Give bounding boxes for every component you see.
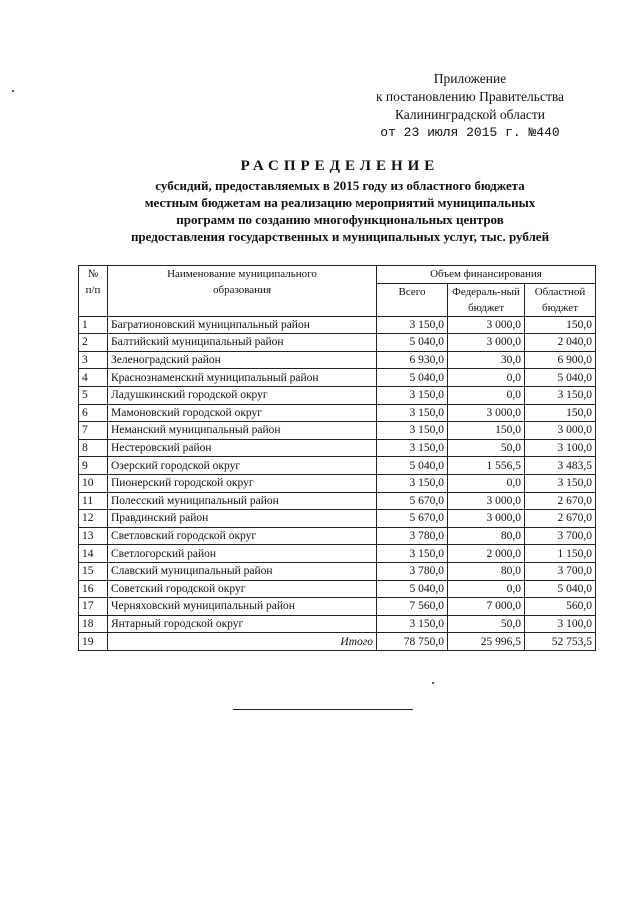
row-total: 3 150,0 — [377, 422, 448, 440]
row-federal: 0,0 — [448, 369, 525, 387]
row-regional: 6 900,0 — [525, 351, 596, 369]
row-total: 3 150,0 — [377, 404, 448, 422]
row-name: Ладушкинский городской округ — [108, 386, 377, 404]
total-row-federal: 25 996,5 — [448, 633, 525, 651]
total-row — [79, 633, 596, 651]
row-federal: 2 000,0 — [448, 545, 525, 563]
row-number: 13 — [79, 527, 108, 545]
total-row-number: 19 — [79, 633, 108, 651]
row-regional: 3 100,0 — [525, 615, 596, 633]
row-number: 15 — [79, 562, 108, 580]
row-total: 5 040,0 — [377, 334, 448, 352]
row-regional: 150,0 — [525, 316, 596, 334]
row-name: Озерский городской округ — [108, 457, 377, 475]
row-total: 3 150,0 — [377, 615, 448, 633]
row-regional: 2 670,0 — [525, 492, 596, 510]
row-total: 5 040,0 — [377, 580, 448, 598]
row-number: 17 — [79, 598, 108, 616]
row-number: 9 — [79, 457, 108, 475]
row-number: 5 — [79, 386, 108, 404]
header-federal: Федераль-ный бюджет — [448, 283, 525, 316]
table-header — [79, 266, 596, 317]
table-row — [79, 474, 596, 492]
row-total: 3 150,0 — [377, 474, 448, 492]
row-total: 3 150,0 — [377, 439, 448, 457]
table-row — [79, 369, 596, 387]
row-number: 14 — [79, 545, 108, 563]
row-federal: 150,0 — [448, 422, 525, 440]
row-total: 3 780,0 — [377, 527, 448, 545]
row-regional: 150,0 — [525, 404, 596, 422]
row-name: Зеленоградский район — [108, 351, 377, 369]
appendix-decree: к постановлению Правительства — [375, 89, 565, 104]
appendix-title: Приложение — [433, 71, 507, 86]
row-regional: 5 040,0 — [525, 369, 596, 387]
header-num: № п/п — [79, 266, 108, 317]
row-regional: 2 670,0 — [525, 510, 596, 528]
row-number: 1 — [79, 316, 108, 334]
row-regional: 3 100,0 — [525, 439, 596, 457]
row-regional: 3 000,0 — [525, 422, 596, 440]
row-total: 5 040,0 — [377, 457, 448, 475]
row-federal: 0,0 — [448, 386, 525, 404]
row-federal: 50,0 — [448, 439, 525, 457]
row-federal: 3 000,0 — [448, 404, 525, 422]
row-name: Славский муниципальный район — [108, 562, 377, 580]
row-federal: 3 000,0 — [448, 316, 525, 334]
separator-line — [233, 709, 413, 710]
subtitle-line: программ по созданию многофункциональных центров — [176, 212, 504, 227]
row-federal: 0,0 — [448, 474, 525, 492]
header-total: Всего — [377, 283, 448, 316]
row-regional: 3 700,0 — [525, 527, 596, 545]
row-number: 8 — [79, 439, 108, 457]
row-name: Полесский муниципальный район — [108, 492, 377, 510]
row-regional: 5 040,0 — [525, 580, 596, 598]
total-row-total: 78 750,0 — [377, 633, 448, 651]
total-row-regional: 52 753,5 — [525, 633, 596, 651]
subtitle-line: предоставления государственных и муниципальных услуг, тыс. рублей — [130, 229, 550, 244]
row-name: Светловский городской округ — [108, 527, 377, 545]
total-row-label: Итого — [108, 633, 377, 651]
row-total: 3 780,0 — [377, 562, 448, 580]
table-row — [79, 615, 596, 633]
subtitle-line: местным бюджетам на реализацию мероприятий муниципальных — [144, 195, 536, 210]
row-name: Янтарный городской округ — [108, 615, 377, 633]
row-total: 3 150,0 — [377, 316, 448, 334]
row-federal: 7 000,0 — [448, 598, 525, 616]
table-row — [79, 334, 596, 352]
row-federal: 3 000,0 — [448, 510, 525, 528]
table-row — [79, 580, 596, 598]
row-name: Нестеровский район — [108, 439, 377, 457]
distribution-table — [78, 265, 596, 651]
table-body — [79, 316, 596, 650]
row-federal: 80,0 — [448, 562, 525, 580]
row-total: 5 670,0 — [377, 492, 448, 510]
row-name: Черняховский муниципальный район — [108, 598, 377, 616]
row-regional: 2 040,0 — [525, 334, 596, 352]
scan-speck — [432, 682, 434, 684]
row-number: 16 — [79, 580, 108, 598]
row-regional: 560,0 — [525, 598, 596, 616]
subtitle-line: субсидий, предоставляемых в 2015 году из областного бюджета — [155, 178, 525, 193]
scan-speck — [12, 90, 14, 92]
row-regional: 3 700,0 — [525, 562, 596, 580]
row-name: Правдинский район — [108, 510, 377, 528]
row-number: 4 — [79, 369, 108, 387]
table-row — [79, 527, 596, 545]
table-row — [79, 386, 596, 404]
row-regional: 3 150,0 — [525, 386, 596, 404]
row-federal: 3 000,0 — [448, 334, 525, 352]
row-regional: 3 483,5 — [525, 457, 596, 475]
row-federal: 1 556,5 — [448, 457, 525, 475]
row-number: 10 — [79, 474, 108, 492]
table-row — [79, 439, 596, 457]
table-row — [79, 351, 596, 369]
row-number: 12 — [79, 510, 108, 528]
row-number: 18 — [79, 615, 108, 633]
table-row — [79, 545, 596, 563]
row-federal: 3 000,0 — [448, 492, 525, 510]
row-number: 6 — [79, 404, 108, 422]
row-total: 3 150,0 — [377, 386, 448, 404]
row-total: 6 930,0 — [377, 351, 448, 369]
header-regional: Областной бюджет — [525, 283, 596, 316]
row-federal: 80,0 — [448, 527, 525, 545]
row-name: Советский городской округ — [108, 580, 377, 598]
row-name: Неманский муниципальный район — [108, 422, 377, 440]
appendix-region: Калининградской области — [394, 107, 546, 122]
table-row — [79, 316, 596, 334]
table-row — [79, 510, 596, 528]
row-federal: 0,0 — [448, 580, 525, 598]
row-name: Пионерский городской округ — [108, 474, 377, 492]
row-number: 7 — [79, 422, 108, 440]
table-row — [79, 598, 596, 616]
table-row — [79, 562, 596, 580]
document-title: РАСПРЕДЕЛЕНИЕ — [240, 158, 440, 174]
row-total: 7 560,0 — [377, 598, 448, 616]
row-name: Краснознаменский муниципальный район — [108, 369, 377, 387]
row-regional: 1 150,0 — [525, 545, 596, 563]
appendix-date: от 23 июля 2015 г. №440 — [380, 125, 560, 140]
row-name: Мамоновский городской округ — [108, 404, 377, 422]
row-total: 5 670,0 — [377, 510, 448, 528]
table-row — [79, 492, 596, 510]
row-name: Балтийский муниципальный район — [108, 334, 377, 352]
row-name: Багратионовский муниципальный район — [108, 316, 377, 334]
row-federal: 50,0 — [448, 615, 525, 633]
row-total: 3 150,0 — [377, 545, 448, 563]
table-row — [79, 422, 596, 440]
header-funding: Объем финансирования — [377, 266, 596, 284]
row-number: 2 — [79, 334, 108, 352]
row-name: Светлогорский район — [108, 545, 377, 563]
document-title-block — [60, 158, 620, 245]
row-number: 3 — [79, 351, 108, 369]
table-row — [79, 457, 596, 475]
table-row — [79, 404, 596, 422]
header-name: Наименование муниципального образования — [108, 266, 377, 317]
row-federal: 30,0 — [448, 351, 525, 369]
row-regional: 3 150,0 — [525, 474, 596, 492]
row-total: 5 040,0 — [377, 369, 448, 387]
appendix-header — [340, 70, 600, 142]
row-number: 11 — [79, 492, 108, 510]
